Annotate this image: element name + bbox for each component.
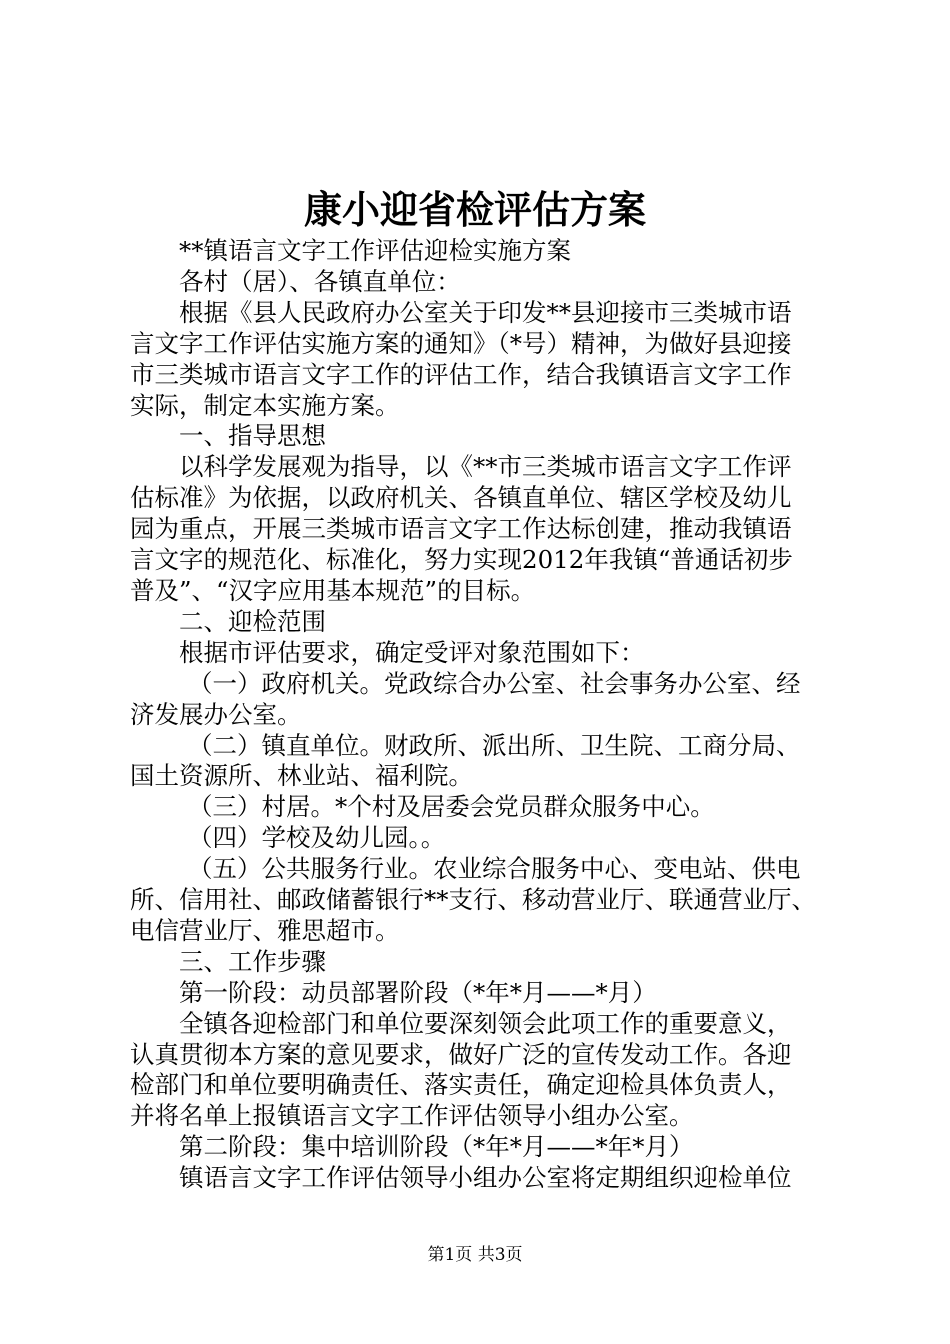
- text-line: 言文字工作评估实施方案的通知》（*号）精神，为做好县迎接: [130, 328, 792, 358]
- text-line: 各村（居）、各镇直单位：: [179, 266, 461, 296]
- text-line: 二、迎检范围: [179, 606, 326, 636]
- text-line: （四）学校及幼儿园。。: [188, 823, 446, 853]
- text-line: 市三类城市语言文字工作的评估工作，结合我镇语言文字工作: [130, 359, 792, 389]
- text-line: （三）村居。*个村及居委会党员群众服务中心。: [188, 792, 715, 822]
- page-footer: 第1页 共3页: [427, 1245, 523, 1265]
- text-line: 根据《县人民政府办公室关于印发**县迎接市三类城市语: [179, 297, 792, 327]
- text-line: 估标准》为依据，以政府机关、各镇直单位、辖区学校及幼儿: [130, 483, 792, 513]
- text-line: 普及”、“汉字应用基本规范”的目标。: [130, 575, 536, 605]
- text-line: 言文字的规范化、标准化，努力实现2012年我镇“普通话初步: [130, 545, 793, 575]
- text-line: 三、工作步骤: [179, 946, 326, 976]
- text-line: 第一阶段：动员部署阶段（*年*月——*月）: [179, 977, 657, 1007]
- text-line: （二）镇直单位。财政所、派出所、卫生院、工商分局、: [188, 730, 801, 760]
- text-line: 第二阶段：集中培训阶段（*年*月——*年*月）: [179, 1132, 694, 1162]
- text-line: 国土资源所、林业站、福利院。: [130, 761, 473, 791]
- text-line: 实际，制定本实施方案。: [130, 390, 400, 420]
- text-line: （五）公共服务行业。农业综合服务中心、变电站、供电: [188, 854, 801, 884]
- text-line: 济发展办公室。: [130, 699, 302, 729]
- text-line: 电信营业厅、雅思超市。: [130, 915, 400, 945]
- text-line: 认真贯彻本方案的意见要求，做好广泛的宣传发动工作。各迎: [130, 1039, 792, 1069]
- text-line: 并将名单上报镇语言文字工作评估领导小组办公室。: [130, 1101, 694, 1131]
- text-line: 园为重点，开展三类城市语言文字工作达标创建，推动我镇语: [130, 514, 792, 544]
- text-line: 镇语言文字工作评估领导小组办公室将定期组织迎检单位: [179, 1163, 792, 1193]
- text-line: 检部门和单位要明确责任、落实责任，确定迎检具体负责人，: [130, 1070, 792, 1100]
- text-line: 所、信用社、邮政储蓄银行**支行、移动营业厅、联通营业厅、: [130, 885, 816, 915]
- text-line: 以科学发展观为指导，以《**市三类城市语言文字工作评: [179, 452, 792, 482]
- document-body: [130, 236, 840, 1194]
- document-title: 康小迎省检评估方案: [303, 187, 646, 232]
- text-line: 根据市评估要求，确定受评对象范围如下：: [179, 637, 645, 667]
- text-line: 一、指导思想: [179, 421, 326, 451]
- text-line: （一）政府机关。党政综合办公室、社会事务办公室、经: [188, 668, 801, 698]
- text-line: 全镇各迎检部门和单位要深刻领会此项工作的重要意义，: [179, 1008, 792, 1038]
- text-line: **镇语言文字工作评估迎检实施方案: [179, 236, 571, 265]
